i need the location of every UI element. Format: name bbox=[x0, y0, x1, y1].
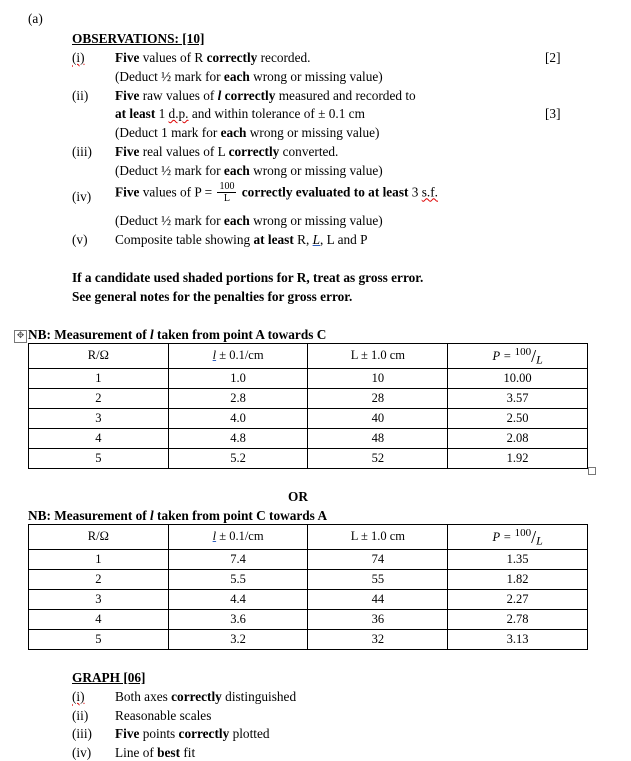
table-row bbox=[29, 408, 588, 428]
table1-title: NB: Measurement of l taken from point A towards C bbox=[28, 327, 327, 342]
table-cell: 10 bbox=[308, 368, 448, 388]
item-ii-line1: Five raw values of l correctly measured and recorded to bbox=[115, 88, 416, 103]
item-i-number: (i) bbox=[72, 50, 85, 65]
table-cell: 40 bbox=[308, 408, 448, 428]
table-row bbox=[29, 448, 588, 468]
gross-error-note-line2: See general notes for the penalties for gross error. bbox=[72, 289, 353, 304]
table-cell: 55 bbox=[308, 569, 448, 589]
table1-header-r: R/Ω bbox=[29, 344, 169, 369]
table-cell: 3 bbox=[29, 408, 169, 428]
item-ii-deduction: (Deduct 1 mark for each wrong or missing value) bbox=[115, 125, 380, 140]
table-cell: 2.08 bbox=[448, 428, 588, 448]
graph-item-iii-number: (iii) bbox=[72, 726, 92, 741]
table-cell: 5 bbox=[29, 448, 169, 468]
item-i-text: Five values of R correctly recorded. bbox=[115, 50, 311, 65]
item-iv-text: Five values of P = $\frac{100}{L}$ correctly evaluated to at least 3 s.f. bbox=[115, 181, 438, 204]
graph-item-iv-text: Line of best fit bbox=[115, 745, 196, 760]
table-cell: 3.13 bbox=[448, 629, 588, 649]
table2-header-row bbox=[29, 525, 588, 550]
table-cell: 52 bbox=[308, 448, 448, 468]
table-cell: 48 bbox=[308, 428, 448, 448]
table-cell: 4 bbox=[29, 609, 169, 629]
table2-header-p: $P = ^{100}/_L$ bbox=[448, 525, 588, 550]
table-cell: 28 bbox=[308, 388, 448, 408]
table-row bbox=[29, 549, 588, 569]
table-cell: 2.27 bbox=[448, 589, 588, 609]
table-cell: 4.0 bbox=[168, 408, 308, 428]
table2 bbox=[28, 524, 588, 650]
graph-item-i-text: Both axes correctly distinguished bbox=[115, 689, 297, 704]
item-iii-deduction: (Deduct ½ mark for each wrong or missing value) bbox=[115, 163, 383, 178]
part-label: (a) bbox=[28, 11, 43, 26]
table-cell: 5 bbox=[29, 629, 169, 649]
item-i-deduction: (Deduct ½ mark for each wrong or missing value) bbox=[115, 69, 383, 84]
graph-item-ii-text: Reasonable scales bbox=[115, 708, 212, 723]
table-cell: 3.6 bbox=[168, 609, 308, 629]
table-cell: 5.2 bbox=[168, 448, 308, 468]
table-row bbox=[29, 388, 588, 408]
table1 bbox=[28, 343, 588, 469]
table-cell: 32 bbox=[308, 629, 448, 649]
table1-header-row bbox=[29, 344, 588, 369]
table-cell: 36 bbox=[308, 609, 448, 629]
graph-item-ii-number: (ii) bbox=[72, 708, 89, 723]
graph-item-iii-text: Five points correctly plotted bbox=[115, 726, 270, 741]
table-cell: 1 bbox=[29, 368, 169, 388]
table-row bbox=[29, 569, 588, 589]
table-cell: 2 bbox=[29, 569, 169, 589]
item-ii-number: (ii) bbox=[72, 88, 89, 103]
table-row bbox=[29, 368, 588, 388]
observations-heading: OBSERVATIONS: [10] bbox=[72, 31, 205, 46]
item-iv-number: (iv) bbox=[72, 189, 92, 204]
item-ii-mark: [3] bbox=[545, 106, 561, 121]
table2-title: NB: Measurement of l taken from point C towards A bbox=[28, 508, 328, 523]
table2-header-r: R/Ω bbox=[29, 525, 169, 550]
item-i-mark: [2] bbox=[545, 50, 561, 65]
gross-error-note-line1: If a candidate used shaded portions for R, treat as gross error. bbox=[72, 270, 424, 285]
table-cell: 5.5 bbox=[168, 569, 308, 589]
table2-header-L: L ± 1.0 cm bbox=[308, 525, 448, 550]
table1-header-p: $P = ^{100}/_L$ bbox=[448, 344, 588, 369]
resize-handle-icon[interactable] bbox=[588, 467, 596, 475]
table-cell: 10.00 bbox=[448, 368, 588, 388]
table-cell: 1.92 bbox=[448, 448, 588, 468]
table2-header-l: l ± 0.1/cm bbox=[168, 525, 308, 550]
table-cell: 2.50 bbox=[448, 408, 588, 428]
table1-header-l: l ± 0.1/cm bbox=[168, 344, 308, 369]
table-row bbox=[29, 609, 588, 629]
table-cell: 1 bbox=[29, 549, 169, 569]
table-cell: 3.2 bbox=[168, 629, 308, 649]
table-cell: 2.78 bbox=[448, 609, 588, 629]
item-ii-line2: at least 1 d.p. and within tolerance of ± 0.1 cm bbox=[115, 106, 365, 121]
table-row bbox=[29, 589, 588, 609]
table-cell: 1.35 bbox=[448, 549, 588, 569]
item-v-number: (v) bbox=[72, 232, 88, 247]
table-cell: 3 bbox=[29, 589, 169, 609]
table-cell: 3.57 bbox=[448, 388, 588, 408]
table-cell: 4.8 bbox=[168, 428, 308, 448]
p-formula-fraction: $\frac{100}{L}$ bbox=[219, 181, 235, 204]
table1-header-L: L ± 1.0 cm bbox=[308, 344, 448, 369]
graph-item-i-number: (i) bbox=[72, 689, 85, 704]
table-cell: 2 bbox=[29, 388, 169, 408]
table-cell: 7.4 bbox=[168, 549, 308, 569]
table-cell: 2.8 bbox=[168, 388, 308, 408]
item-v-text: Composite table showing at least R, L, L and P bbox=[115, 232, 368, 247]
table-cell: 4 bbox=[29, 428, 169, 448]
or-label: OR bbox=[288, 489, 308, 504]
table-row bbox=[29, 629, 588, 649]
move-handle-icon[interactable]: ✥ bbox=[14, 330, 27, 343]
graph-heading: GRAPH [06] bbox=[72, 670, 146, 685]
table-cell: 1.82 bbox=[448, 569, 588, 589]
item-iii-text: Five real values of L correctly converted. bbox=[115, 144, 339, 159]
table-cell: 1.0 bbox=[168, 368, 308, 388]
item-iii-number: (iii) bbox=[72, 144, 92, 159]
graph-item-iv-number: (iv) bbox=[72, 745, 92, 760]
item-iv-deduction: (Deduct ½ mark for each wrong or missing value) bbox=[115, 213, 383, 228]
table-cell: 4.4 bbox=[168, 589, 308, 609]
table-cell: 44 bbox=[308, 589, 448, 609]
table-cell: 74 bbox=[308, 549, 448, 569]
table-row bbox=[29, 428, 588, 448]
